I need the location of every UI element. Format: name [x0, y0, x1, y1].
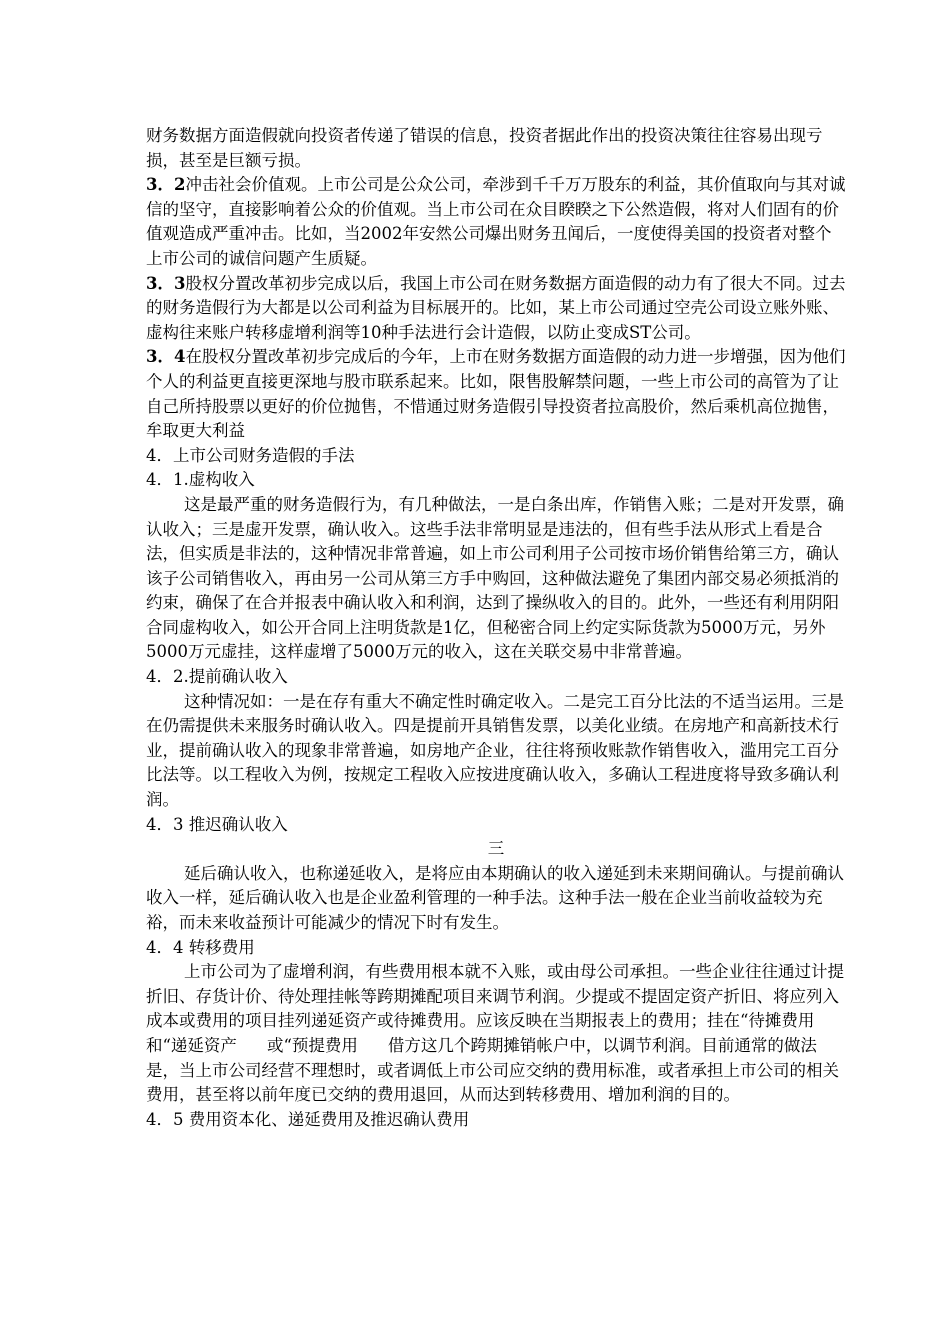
heading-4-5: 4．5 费用资本化、递延费用及推迟确认费用	[146, 1109, 470, 1129]
section-3-4	[146, 345, 846, 443]
paragraph-part: 借方这几个跨期摊销帐户中，以调节利润。目前通常的做法是，当上市公司经营不理想时，或者调低上市公司应交纳的费用标准，或者承担上市公司的相关费用，甚至将以前年度已交纳的费用退回，从而达到转移费用、增加利润的目的。	[146, 1035, 839, 1105]
section-number: 3．4	[146, 347, 186, 367]
section-text: 冲击社会价值观。上市公司是公众公司，牵涉到千千万万股东的利益，其价值取向与其对诚信的坚守，直接影响着公众的价值观。当上市公司在众目睽睽之下公然造假，将对人们固有的价值观造成严重冲击。比如，当2002年安然公司爆出财务丑闻后，一度使得美国的投资者对整个上市公司的诚信问题产生质疑。	[146, 175, 846, 268]
heading-4-1: 4．1.虚构收入	[146, 470, 255, 490]
section-3-2	[146, 173, 846, 271]
paragraph-part: 上市公司为了虚增利润，有些费用根本就不入账，或由母公司承担。一些企业往往通过计提折旧、存货计价、待处理挂帐等跨期摊配项目来调节利润。少提或不提固定资产折旧、将应列入成本或费用的项目挂列递延资产或待摊费用。应该反映在当期报表上的费用；挂在“待摊费用	[146, 962, 844, 1031]
section-number: 3．2	[146, 175, 186, 195]
paragraph-4-4	[146, 960, 846, 1108]
heading-4-3: 4．3 推迟确认收入	[146, 814, 288, 834]
paragraph-4-2: 这种情况如：一是在存有重大不确定性时确定收入。二是完工百分比法的不适当运用。三是在仍需提供未来服务时确认收入。四是提前开具销售发票，以美化业绩。在房地产和高新技术行业，提前确认收入的现象非常普遍，如房地产企业，往往将预收账款作销售收入，滥用完工百分比法等。以工程收入为例，按规定工程收入应按进度确认收入，多确认工程进度将导致多确认利润。	[146, 691, 844, 810]
paragraph-part: 和“递延资产	[146, 1035, 237, 1055]
section-text: 股权分置改革初步完成以后，我国上市公司在财务数据方面造假的动力有了很大不同。过去的财务造假行为大都是以公司利益为目标展开的。比如，某上市公司通过空壳公司设立账外账、虚构往来账户转移虚增利润等10种手法进行会计造假，以防止变成ST公司。	[146, 273, 846, 342]
section-3-3	[146, 272, 846, 346]
paragraph-part: 或“预提费用	[266, 1035, 358, 1055]
heading-4: 4．上市公司财务造假的手法	[146, 445, 355, 465]
paragraph-4-3: 延后确认收入，也称递延收入，是将应由本期确认的收入递延到未来期间确认。与提前确认收入一样，延后确认收入也是企业盈利管理的一种手法。这种手法一般在企业当前收益较为充裕，而未来收益预计可能减少的情况下时有发生。	[146, 863, 844, 932]
section-number: 3．3	[146, 273, 186, 293]
document-body	[146, 124, 846, 1132]
paragraph-continuation: 财务数据方面造假就向投资者传递了错误的信息，投资者据此作出的投资决策往往容易出现亏损，甚至是巨额亏损。	[146, 126, 823, 170]
paragraph-4-1: 这是最严重的财务造假行为，有几种做法，一是白条出库，作销售入账；二是对开发票，确认收入；三是虚开发票，确认收入。这些手法非常明显是违法的，但有些手法从形式上看是合法，但实质是非法的，这种情况非常普遍，如上市公司利用子公司按市场价销售给第三方，确认该子公司销售收入，再由另一公司从第三方手中购回，这种做法避免了集团内部交易必须抵消的约束，确保了在合并报表中确认收入和利润，达到了操纵收入的目的。此外，一些还有利用阴阳合同虚构收入，如公开合同上注明货款是1亿，但秘密合同上约定实际货款为5000万元，另外5000万元虚挂，这样虚增了5000万元的收入，这在关联交易中非常普遍。	[146, 494, 844, 662]
heading-4-2: 4．2.提前确认收入	[146, 667, 288, 687]
heading-4-4: 4．4 转移费用	[146, 937, 255, 957]
page-marker: 三	[487, 839, 505, 859]
section-text: 在股权分置改革初步完成后的今年，上市在财务数据方面造假的动力进一步增强，因为他们个人的利益更直接更深地与股市联系起来。比如，限售股解禁问题，一些上市公司的高管为了让自己所持股票以更好的价位抛售，不惜通过财务造假引导投资者拉高股价，然后乘机高位抛售，牟取更大利益	[146, 347, 846, 441]
